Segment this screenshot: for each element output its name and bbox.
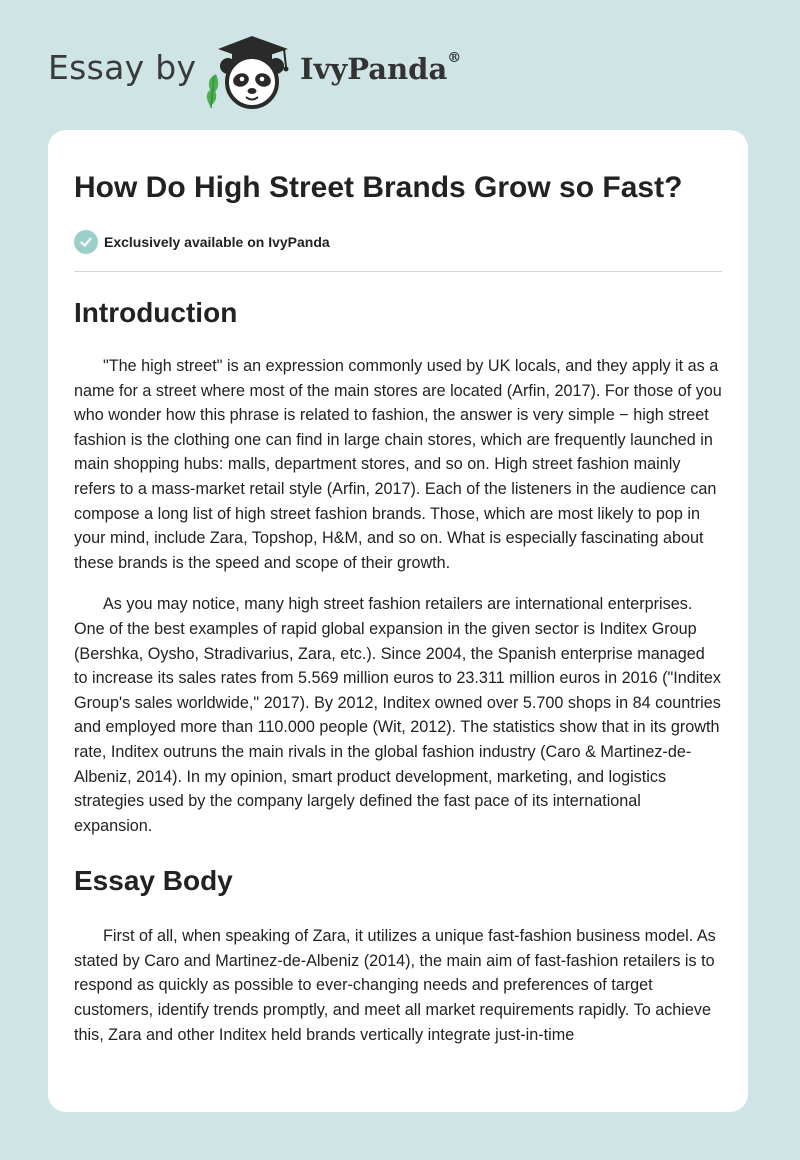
panda-logo-icon (200, 34, 296, 110)
exclusive-badge-text: Exclusively available on IvyPanda (104, 234, 330, 250)
essay-by-label: Essay by (48, 48, 197, 87)
paragraph: First of all, when speaking of Zara, it utilizes a unique fast-fashion business model. As stated by Caro and Martinez-de-Albeniz (2014), the main aim of fast-fashion retailers is to respond as quickly as possible to ever-changing needs and preferences of target customers, identify trends promptly, and meet all market requirements rapidly. To achieve this, Zara and other Inditex held brands vertically integrate just-in-time (74, 927, 716, 1044)
paragraph: As you may notice, many high street fashion retailers are international enterprises. One of the best examples of rapid global expansion in the given sector is Inditex Group (Bershka, Oysho, Stradivarius, Zara, etc.). Since 2004, the Spanish enterprise managed to increase its sales rates from 5.569 million euros to 23.311 million euros in 2016 ("Inditex Group's sales worldwide," 2017). By 2012, Inditex owned over 5.700 shops in 84 countries and employed more than 110.000 people (Wit, 2012). The statistics show that in its growth rate, Inditex outruns the main rivals in the global fashion industry (Caro & Martinez-de-Albeniz, 2014). In my opinion, smart product development, marketing, and logistics strategies used by the company largely defined the fast pace of its international expansion. (74, 595, 721, 835)
essay-title: How Do High Street Brands Grow so Fast? (74, 171, 683, 204)
section-heading-essay-body: Essay Body (74, 865, 233, 897)
brand-name: IvyPanda® (300, 50, 462, 86)
essay-card (48, 130, 748, 1112)
exclusive-badge (74, 230, 722, 254)
divider (74, 271, 722, 272)
check-circle-icon (74, 230, 98, 254)
section-heading-introduction: Introduction (74, 297, 238, 328)
paragraph: "The high street" is an expression commonly used by UK locals, and they apply it as a name for a street where most of the main stores are located (Arfin, 2017). For those of you who wonder how this phrase is related to fashion, the answer is very simple − high street fashion is the clothing one can find in large chain stores, which are frequently launched in main shopping hubs: malls, department stores, and so on. High street fashion mainly refers to a mass-market retail style (Arfin, 2017). Each of the listeners in the audience can compose a long list of high street fashion brands. Those, which are most likely to pop in your mind, include Zara, Topshop, H&M, and so on. What is especially fascinating about these brands is the speed and scope of their growth. (74, 357, 722, 572)
site-header (0, 0, 800, 130)
